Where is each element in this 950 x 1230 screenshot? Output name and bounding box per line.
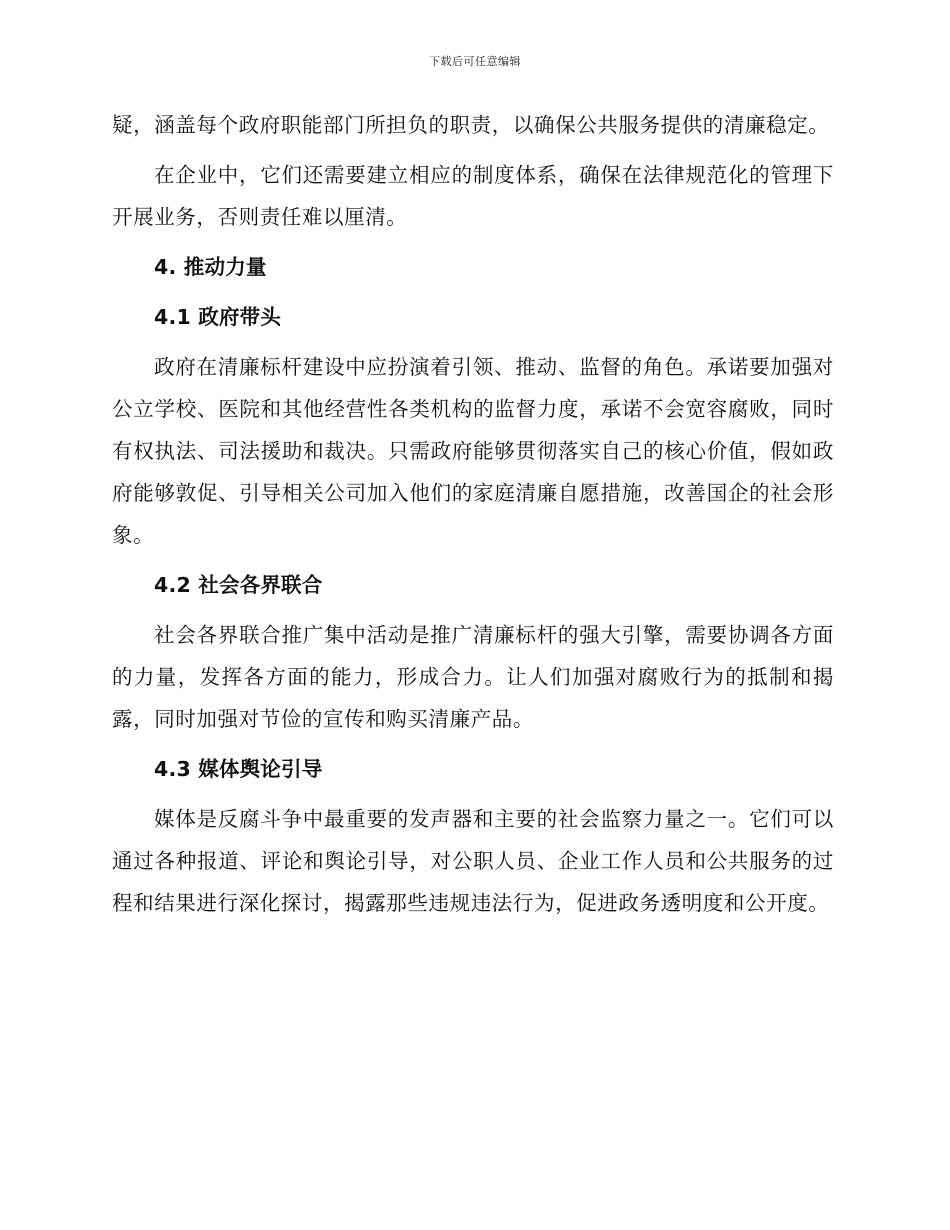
section-heading-4-3: 4.3 媒体舆论引导 <box>154 757 323 781</box>
section-heading-4-1: 4.1 政府带头 <box>154 305 282 329</box>
document-body <box>112 104 834 932</box>
paragraph-continuation: 疑，涵盖每个政府职能部门所担负的职责，以确保公共服务提供的清廉稳定。 <box>112 113 830 137</box>
section-heading-4: 4. 推动力量 <box>154 255 267 279</box>
paragraph-enterprise: 在企业中，它们还需要建立相应的制度体系，确保在法律规范化的管理下开展业务，否则责任难以厘清。 <box>112 163 834 229</box>
paragraph-government: 政府在清廉标杆建设中应扮演着引领、推动、监督的角色。承诺要加强对公立学校、医院和其他经营性各类机构的监督力度，承诺不会宽容腐败，同时有权执法、司法援助和裁决。只需政府能够贯彻落实自己的核心价值，假如政府能够敦促、引导相关公司加入他们的家庭清廉自愿措施，改善国企的社会形象。 <box>112 355 834 547</box>
page-header: 下载后可任意编辑 <box>429 55 521 68</box>
section-heading-4-2: 4.2 社会各界联合 <box>154 573 323 597</box>
paragraph-society: 社会各界联合推广集中活动是推广清廉标杆的强大引擎，需要协调各方面的力量，发挥各方面的能力，形成合力。让人们加强对腐败行为的抵制和揭露，同时加强对节俭的宣传和购买清廉产品。 <box>112 623 834 731</box>
paragraph-media: 媒体是反腐斗争中最重要的发声器和主要的社会监察力量之一。它们可以通过各种报道、评论和舆论引导，对公职人员、企业工作人员和公共服务的过程和结果进行深化探讨，揭露那些违规违法行为，促进政务透明度和公开度。 <box>112 807 834 915</box>
